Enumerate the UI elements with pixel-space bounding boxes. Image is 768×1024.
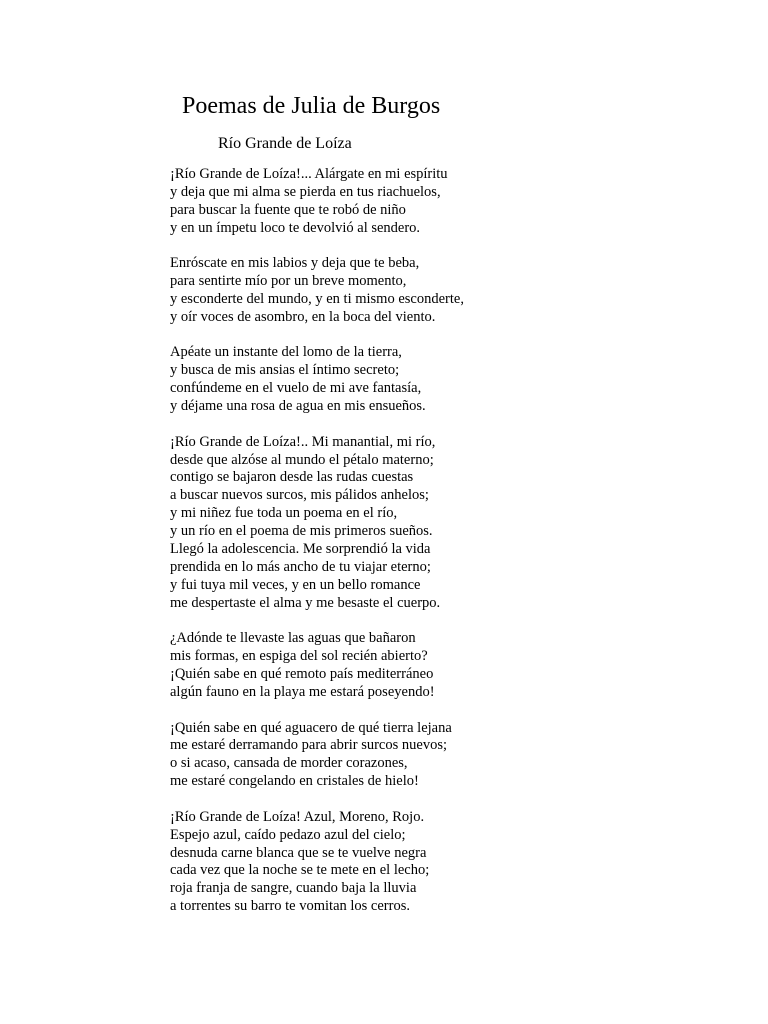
poem-line: Enróscate en mis labios y deja que te beba, [170,255,420,272]
stanza [170,166,590,238]
poem-line: desnuda carne blanca que se te vuelve negra [170,844,427,861]
poem-line: y deja que mi alma se pierda en tus riachuelos, [170,183,441,200]
poem-line: ¡Río Grande de Loíza!.. Mi manantial, mi río, [170,433,436,450]
poem-line: a torrentes su barro te vomitan los cerros. [170,898,410,915]
poem-line: y déjame una rosa de agua en mis ensueños. [170,398,426,415]
stanza [170,630,590,702]
stanza [170,344,590,416]
stanza [170,809,590,916]
poem-line: para sentirte mío por un breve momento, [170,273,407,290]
poem-line: a buscar nuevos surcos, mis pálidos anhelos; [170,487,429,504]
poem-line: y en un ímpetu loco te devolvió al sendero. [170,219,421,236]
poem-line: Llegó la adolescencia. Me sorprendió la vida [170,541,431,558]
poem-line: ¡Río Grande de Loíza!... Alárgate en mi espíritu [170,166,448,182]
poem-line: y fui tuya mil veces, y en un bello romance [170,576,421,593]
poem-line: cada vez que la noche se te mete en el lecho; [170,862,430,879]
poem-line: desde que alzóse al mundo el pétalo materno; [170,451,434,468]
poem-line: prendida en lo más ancho de tu viajar eterno; [170,559,431,575]
poem-line: contigo se bajaron desde las rudas cuestas [170,469,414,486]
document-title: Poemas de Julia de Burgos [182,93,441,119]
poem-line: roja franja de sangre, cuando baja la lluvia [170,880,417,897]
poem-line: Apéate un instante del lomo de la tierra, [170,344,402,361]
poem-line: ¡Quién sabe en qué aguacero de qué tierra lejana [170,719,452,736]
stanza [170,255,590,327]
poem-line: me estaré congelando en cristales de hielo! [170,773,419,790]
poem-line: y un río en el poema de mis primeros sueños. [170,523,433,540]
poem-line: mis formas, en espiga del sol recién abierto? [170,648,428,665]
poem-line: me despertaste el alma y me besaste el cuerpo. [170,594,441,611]
poem-line: para buscar la fuente que te robó de niño [170,201,406,218]
poem-line: algún fauno en la playa me estará poseyendo! [170,684,435,701]
poem-body [170,166,590,934]
poem-line: y esconderte del mundo, y en ti mismo esconderte, [170,291,464,308]
poem-line: ¿Adónde te llevaste las aguas que bañaron [170,630,416,647]
poem-line: me estaré derramando para abrir surcos nuevos; [170,737,447,754]
poem-line: y busca de mis ansias el íntimo secreto; [170,362,400,379]
poem-line: y oír voces de asombro, en la boca del viento. [170,308,436,325]
poem-line: confúndeme en el vuelo de mi ave fantasía, [170,380,422,397]
stanza [170,720,590,792]
stanza [170,434,590,613]
poem-line: ¡Río Grande de Loíza! Azul, Moreno, Rojo. [170,808,425,825]
poem-line: ¡Quién sabe en qué remoto país mediterráneo [170,666,434,683]
poem-title: Río Grande de Loíza [218,135,352,152]
poem-line: o si acaso, cansada de morder corazones, [170,755,408,772]
poem-line: y mi niñez fue toda un poema en el río, [170,505,398,522]
poem-line: Espejo azul, caído pedazo azul del cielo; [170,826,406,843]
